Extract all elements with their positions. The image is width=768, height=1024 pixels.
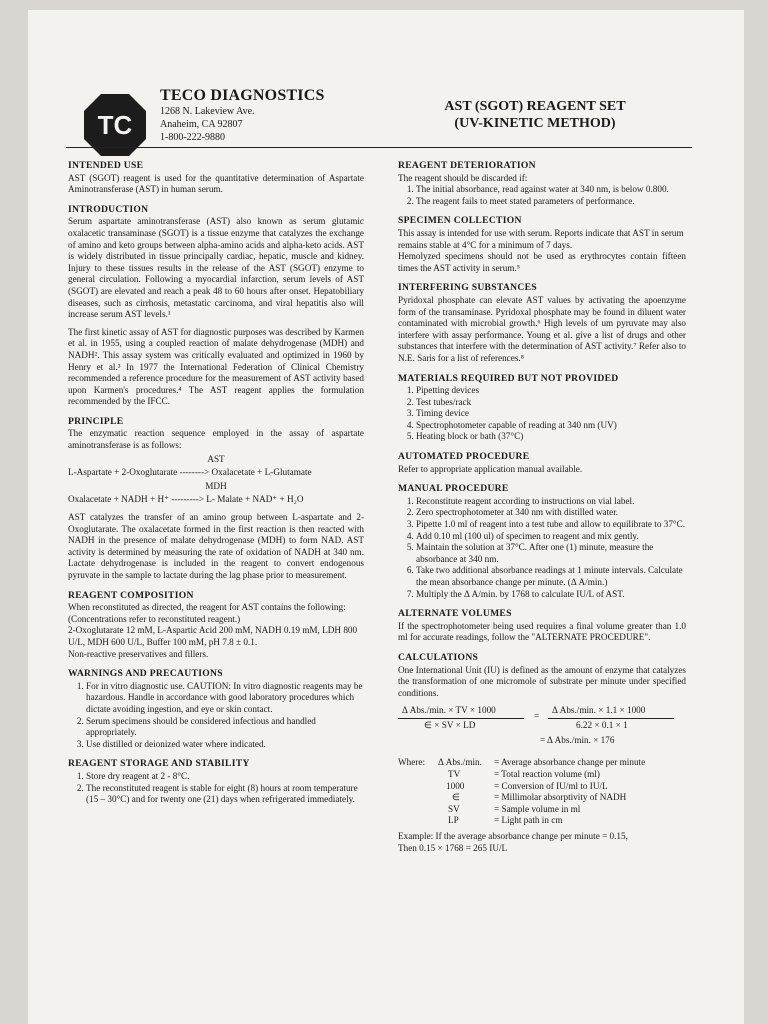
section-heading: INTERFERING SUBSTANCES <box>398 282 537 294</box>
principle-text: AST catalyzes the transfer of an amino group between L-aspartate and 2-Oxoglutarate. The oxalacetate formed in the first reaction is then reacted with NADH in the presence of malate dehydrogenase (MDH) to form NAD. AST activity is determined by measuring the rate of oxidation of NADH at 340 nm. Lactate dehydrogenase is included in the reagent to convert endogenous pyruvate in the sample to lactate during the lag phase prior to measurement. <box>68 512 364 580</box>
company-name: TECO DIAGNOSTICS <box>160 87 325 104</box>
intro-paragraph-2: The first kinetic assay of AST for diagnostic purposes was described by Karmen et al. in 1955, using a coupled reaction of malate dehydrogenase (MDH) and NADH². This assay system was critically evaluated and optimized in 1960 by Henry et al.³ In 1977 the International Federation of Clinical Chemistry recommended a reference procedure for the measurement of AST activity based upon Karmen's procedures.⁴ The AST reagent applies the formulation recommended by the IFCC. <box>68 326 364 407</box>
intended-use-text: AST (SGOT) reagent is used for the quantitative determination of Aspartate Aminotransferase (AST) in human serum. <box>68 172 364 195</box>
section-heading: REAGENT STORAGE AND STABILITY <box>68 758 250 770</box>
def-symbol: TV <box>448 768 461 779</box>
def-symbol: ∈ <box>452 792 461 803</box>
list-item: 2. Test tubes/rack <box>416 397 686 409</box>
list-item: 7. Multiply the Δ A/min. by 1768 to calculate IU/L of AST. <box>416 589 686 601</box>
variable-definitions <box>398 757 686 827</box>
list-item: 2. The reconstituted reagent is stable for eight (8) hours at room temperature (15 – 30°C) and for twenty one (21) days when refrigerated immediately. <box>86 783 364 806</box>
company-info <box>160 87 325 144</box>
section-heading: MANUAL PROCEDURE <box>398 483 509 495</box>
composition-text-3: Non-reactive preservatives and fillers. <box>68 648 209 659</box>
def-description: = Conversion of IU/ml to IU/L <box>494 780 608 791</box>
specimen-text-1: This assay is intended for use with serum. Reports indicate that AST in serum remains stable at 4°C for a minimum of 7 days. <box>398 227 684 250</box>
company-phone: 1-800-222-9880 <box>160 132 225 143</box>
formula-numerator-1: Δ Abs./min. × TV × 1000 <box>402 705 496 716</box>
formula-denominator-1: ∈ × SV × LD <box>424 720 476 731</box>
example-line-2: Then 0.15 × 1768 = 265 IU/L <box>398 842 508 853</box>
right-column <box>398 160 686 854</box>
section-heading: CALCULATIONS <box>398 651 479 663</box>
section-heading: WARNINGS AND PRECAUTIONS <box>68 668 223 680</box>
enzyme-label-ast: AST <box>207 453 225 464</box>
composition-text-2: 2-Oxoglutarate 12 mM, L-Aspartic Acid 200 mM, NADH 0.19 mM, LDH 800 U/L, MDH 600 U/L, Buffer 100 mM, pH 7.8 ± 0.1. <box>68 625 358 647</box>
calculation-formula <box>398 705 686 753</box>
list-item: 1. For in vitro diagnostic use. CAUTION: In vitro diagnostic reagents may be hazardous. Handle in accordance with good laboratory procedures which dictate avoiding ingestion, and eye or skin contact. <box>86 681 364 716</box>
automated-text: Refer to appropriate application manual available. <box>398 463 583 474</box>
list-item: 4. Add 0.10 ml (100 ul) of specimen to reagent and mix gently. <box>416 531 686 543</box>
list-item: 2. Serum specimens should be considered infectious and handled appropriately. <box>86 716 364 739</box>
list-item: 1. Reconstitute reagent according to instructions on vial label. <box>416 496 686 508</box>
list-item: 2. Zero spectrophotometer at 340 nm with distilled water. <box>416 507 686 519</box>
list-item: 6. Take two additional absorbance readings at 1 minute intervals. Calculate the mean absorbance change per minute. (Δ A/min.) <box>416 565 686 588</box>
section-heading: PRINCIPLE <box>68 415 124 427</box>
list-item: 1. Pipetting devices <box>416 385 686 397</box>
warnings-list <box>68 681 364 751</box>
fraction-bar-1 <box>398 718 524 719</box>
list-item: 3. Timing device <box>416 408 686 420</box>
title-line-2: (UV-KINETIC METHOD) <box>454 116 616 131</box>
specimen-text-2: Hemolyzed specimens should not be used as erythrocytes contain fifteen times the AST activity in serum.⁵ <box>398 251 686 273</box>
def-description: = Total reaction volume (ml) <box>494 768 600 779</box>
def-symbol: 1000 <box>446 780 465 791</box>
reaction-1: L-Aspartate + 2-Oxoglutarate --------> Oxalacetate + L-Glutamate <box>68 467 312 478</box>
intro-paragraph-1: Serum aspartate aminotransferase (AST) also known as serum glutamic oxalacetic transaminase (SGOT) is a tissue enzyme that catalyzes the exchange of amino and keto groups between alpha-amino acids and alpha-keto acids. AST is widely distributed in tissue principally cardiac, hepatic, muscle and kidney. Injury to these tissues results in the release of the AST (SGOT) enzyme to general circulation. Following a myocardial infarction, serum levels of AST (SGOT) are elevated and reach a peak 48 to 60 hours after onset. Hepatobiliary diseases, such as cirrhosis, metastatic carcinoma, and viral hepatitis also will increase serum AST levels.¹ <box>68 216 364 320</box>
list-item: 5. Maintain the solution at 37°C. After one (1) minute, measure the absorbance at 340 nm. <box>416 542 686 565</box>
deterioration-intro: The reagent should be discarded if: <box>398 172 528 183</box>
list-item: 4. Spectrophotometer capable of reading at 340 nm (UV) <box>416 420 686 432</box>
storage-list <box>68 771 364 806</box>
formula-denominator-2: 6.22 × 0.1 × 1 <box>576 720 628 731</box>
principle-intro: The enzymatic reaction sequence employed in the assay of aspartate aminotransferase is as follows: <box>68 428 364 451</box>
def-symbol: Δ Abs./min. <box>438 757 482 768</box>
where-label: Where: <box>398 757 426 768</box>
enzyme-label-mdh: MDH <box>205 480 227 491</box>
list-item: 3. Pipette 1.0 ml of reagent into a test tube and allow to equilibrate to 37°C. <box>416 519 686 531</box>
deterioration-list <box>398 184 686 207</box>
def-description: = Millimolar absorptivity of NADH <box>494 792 627 803</box>
composition-text-1: When reconstituted as directed, the reagent for AST contains the following: (Concentrations refer to reconstituted reagent.) <box>68 602 346 624</box>
company-address-2: Anaheim, CA 92807 <box>160 119 243 130</box>
formula-result: = Δ Abs./min. × 176 <box>540 735 615 746</box>
fraction-bar-2 <box>548 718 674 719</box>
formula-numerator-2: Δ Abs./min. × 1.1 × 1000 <box>552 705 646 716</box>
def-symbol: SV <box>448 803 460 814</box>
list-item: 1. The initial absorbance, read against water at 340 nm, is below 0.800. <box>416 184 686 196</box>
formula-equals: = <box>534 711 540 722</box>
materials-list <box>398 385 686 443</box>
section-heading: ALTERNATE VOLUMES <box>398 608 512 620</box>
section-heading: INTENDED USE <box>68 160 144 171</box>
teco-logo-icon <box>82 92 148 158</box>
document-title <box>430 98 640 132</box>
example-line-1: Example: If the average absorbance change per minute = 0.15, <box>398 830 628 841</box>
logo-text: TC <box>97 110 133 140</box>
list-item: 5. Heating block or bath (37°C) <box>416 431 686 443</box>
def-symbol: LP <box>448 815 459 826</box>
manual-list <box>398 496 686 600</box>
list-item: 1. Store dry reagent at 2 - 8°C. <box>86 771 364 783</box>
alternate-text: If the spectrophotometer being used requires a final volume greater than 1.0 ml for accurate readings, follow the "ALTERNATE PROCEDURE". <box>398 620 686 643</box>
company-address-1: 1268 N. Lakeview Ave. <box>160 106 255 117</box>
reaction-2: Oxalacetate + NADH + H⁺ ---------> L- Malate + NAD⁺ + H₂O <box>68 494 304 505</box>
section-heading: SPECIMEN COLLECTION <box>398 215 522 227</box>
section-heading: REAGENT DETERIORATION <box>398 160 536 171</box>
def-description: = Average absorbance change per minute <box>494 757 646 768</box>
list-item: 2. The reagent fails to meet stated parameters of performance. <box>416 196 686 208</box>
section-heading: AUTOMATED PROCEDURE <box>398 451 530 463</box>
def-description: = Sample volume in ml <box>494 803 581 814</box>
list-item: 3. Use distilled or deionized water where indicated. <box>86 739 364 751</box>
header-divider <box>66 147 692 148</box>
title-line-1: AST (SGOT) REAGENT SET <box>444 99 626 114</box>
def-description: = Light path in cm <box>494 815 563 826</box>
interfering-text: Pyridoxal phosphate can elevate AST values by activating the apoenzyme form of the transaminase. Pyridoxal phosphate may be found in diluent water contaminated with microbial growth.⁶ High levels of um pyruvate may also interfere with assay performance. Young et al. give a list of drugs and other substances that interfere with the determination of AST activity.⁷ Refer also to N.E. Saris for a list of references.⁸ <box>398 294 686 363</box>
section-heading: INTRODUCTION <box>68 203 149 215</box>
section-heading: REAGENT COMPOSITION <box>68 589 194 601</box>
section-heading: MATERIALS REQUIRED BUT NOT PROVIDED <box>398 372 619 384</box>
calculations-text: One International Unit (IU) is defined as the amount of enzyme that catalyzes the transformation of one micromole of substrate per minute under specified conditions. <box>398 664 686 698</box>
left-column <box>68 160 364 810</box>
